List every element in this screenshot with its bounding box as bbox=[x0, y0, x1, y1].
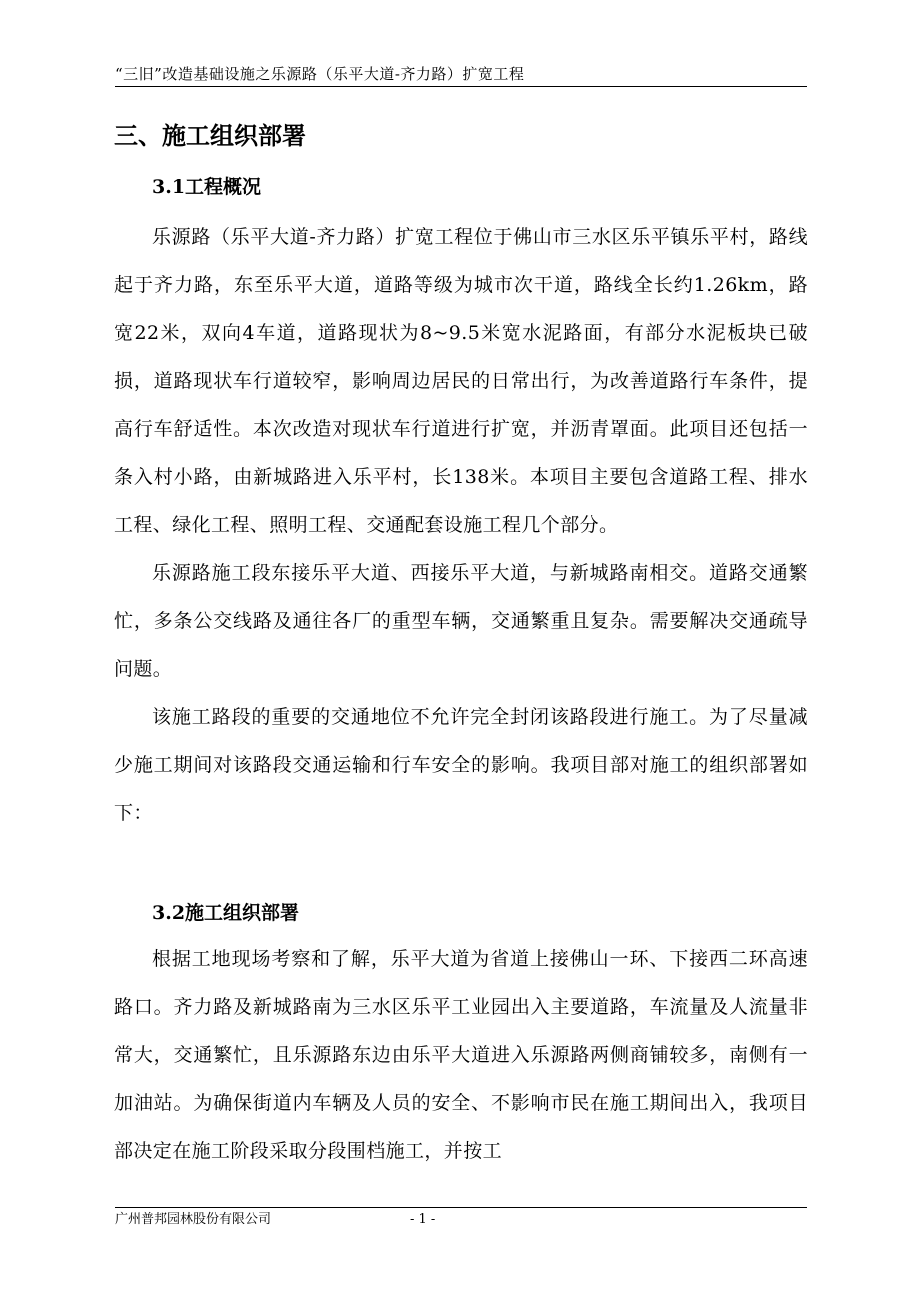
page-number: - 1 - bbox=[410, 1212, 436, 1227]
overview-body bbox=[114, 213, 808, 837]
subsection-title-overview: 3.1工程概况 bbox=[152, 176, 262, 198]
paragraph: 该施工路段的重要的交通地位不允许完全封闭该路段进行施工。为了尽量减少施工期间对该路段交通运输和行车安全的影响。我项目部对施工的组织部署如下： bbox=[114, 706, 808, 824]
paragraph: 根据工地现场考察和了解，乐平大道为省道上接佛山一环、下接西二环高速路口。齐力路及新城路南为三水区乐平工业园出入主要道路，车流量及人流量非常大，交通繁忙，且乐源路东边由乐平大道进入乐源路两侧商铺较多，南侧有一加油站。为确保街道内车辆及人员的安全、不影响市民在施工期间出入，我项目部决定在施工阶段采取分段围档施工，并按工 bbox=[114, 948, 808, 1162]
page-header: “三旧”改造基础设施之乐源路（乐平大道-齐力路）扩宽工程 bbox=[115, 64, 807, 87]
paragraph: 乐源路（乐平大道-齐力路）扩宽工程位于佛山市三水区乐平镇乐平村，路线起于齐力路，东至乐平大道，道路等级为城市次干道，路线全长约1.26km，路宽22米，双向4车道，道路现状为8~9.5米宽水泥路面，有部分水泥板块已破损，道路现状车行道较窄，影响周边居民的日常出行，为改善道路行车条件，提高行车舒适性。本次改造对现状车行道进行扩宽，并沥青罩面。此项目还包括一条入村小路，由新城路进入乐平村，长138米。本项目主要包含道路工程、排水工程、绿化工程、照明工程、交通配套设施工程几个部分。 bbox=[114, 226, 808, 536]
section-title: 三、施工组织部署 bbox=[114, 121, 306, 150]
deployment-body bbox=[114, 935, 808, 1175]
subsection-title-deployment: 3.2施工组织部署 bbox=[152, 902, 300, 924]
paragraph: 乐源路施工段东接乐平大道、西接乐平大道，与新城路南相交。道路交通繁忙，多条公交线路及通往各厂的重型车辆，交通繁重且复杂。需要解决交通疏导问题。 bbox=[114, 562, 808, 680]
footer-company: 广州普邦园林股份有限公司 bbox=[115, 1212, 272, 1227]
footer-divider bbox=[115, 1207, 807, 1208]
